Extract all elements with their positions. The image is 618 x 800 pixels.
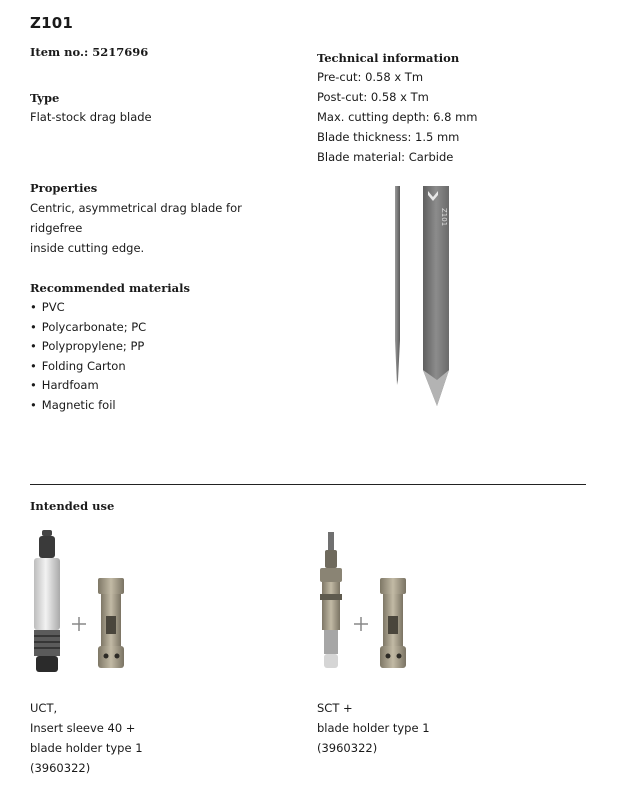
blade-side-profile [395,186,400,385]
sct-pin [328,532,334,550]
materials-heading: Recommended materials [30,281,190,295]
sct-caption-line: SCT + [317,701,353,715]
uct-caption-line: (3960322) [30,761,91,775]
item-number: Item no.: 5217696 [30,45,149,59]
blade-holder-window [106,616,116,634]
sct-ring [320,568,342,582]
product-code: Z101 [30,14,73,32]
intended-use-heading: Intended use [30,499,115,513]
plus-icon [354,617,368,631]
uct-spring [34,630,60,656]
sct-tool-image [310,528,430,680]
sct-caption-line: blade holder type 1 [317,721,430,735]
tech-line: Blade thickness: 1.5 mm [317,130,460,144]
type-value: Flat-stock drag blade [30,110,152,124]
sct-body [322,582,340,630]
properties-heading: Properties [30,181,98,195]
blade-image [385,180,465,410]
tech-line: Blade material: Carbide [317,150,454,164]
materials-list [30,298,146,415]
sct-collar [325,550,337,568]
blade-holder-base [380,646,406,668]
sct-caption-line: (3960322) [317,741,378,755]
tech-line: Pre-cut: 0.58 x Tm [317,70,424,84]
tech-line: Max. cutting depth: 6.8 mm [317,110,478,124]
material-item: • PVC [30,298,146,318]
uct-caption-line: UCT, [30,701,58,715]
type-heading: Type [30,91,60,105]
sct-spring [324,630,338,654]
plus-icon [72,617,86,631]
material-item: • Polycarbonate; PC [30,318,146,338]
uct-tool-image [28,528,148,680]
uct-cap [42,530,52,536]
blade-holder-window [388,616,398,634]
uct-sleeve [34,558,60,630]
blade-holder-top [98,578,124,594]
material-item: • Polypropylene; PP [30,337,146,357]
blade-holder-top [380,578,406,594]
properties-line: ridgefree [30,221,83,235]
material-item: • Hardfoam [30,376,146,396]
section-divider [30,484,586,485]
tech-line: Post-cut: 0.58 x Tm [317,90,429,104]
blade-holder-base [98,646,124,668]
sct-tip [324,654,338,668]
properties-line: inside cutting edge. [30,241,145,255]
uct-caption-line: Insert sleeve 40 + [30,721,136,735]
material-item: • Magnetic foil [30,396,146,416]
uct-knob [39,536,55,558]
properties-line: Centric, asymmetrical drag blade for [30,201,242,215]
technical-heading: Technical information [317,51,460,65]
uct-caption-line: blade holder type 1 [30,741,143,755]
uct-base [36,656,58,672]
blade-engraving: Z101 [440,208,448,227]
material-item: • Folding Carton [30,357,146,377]
